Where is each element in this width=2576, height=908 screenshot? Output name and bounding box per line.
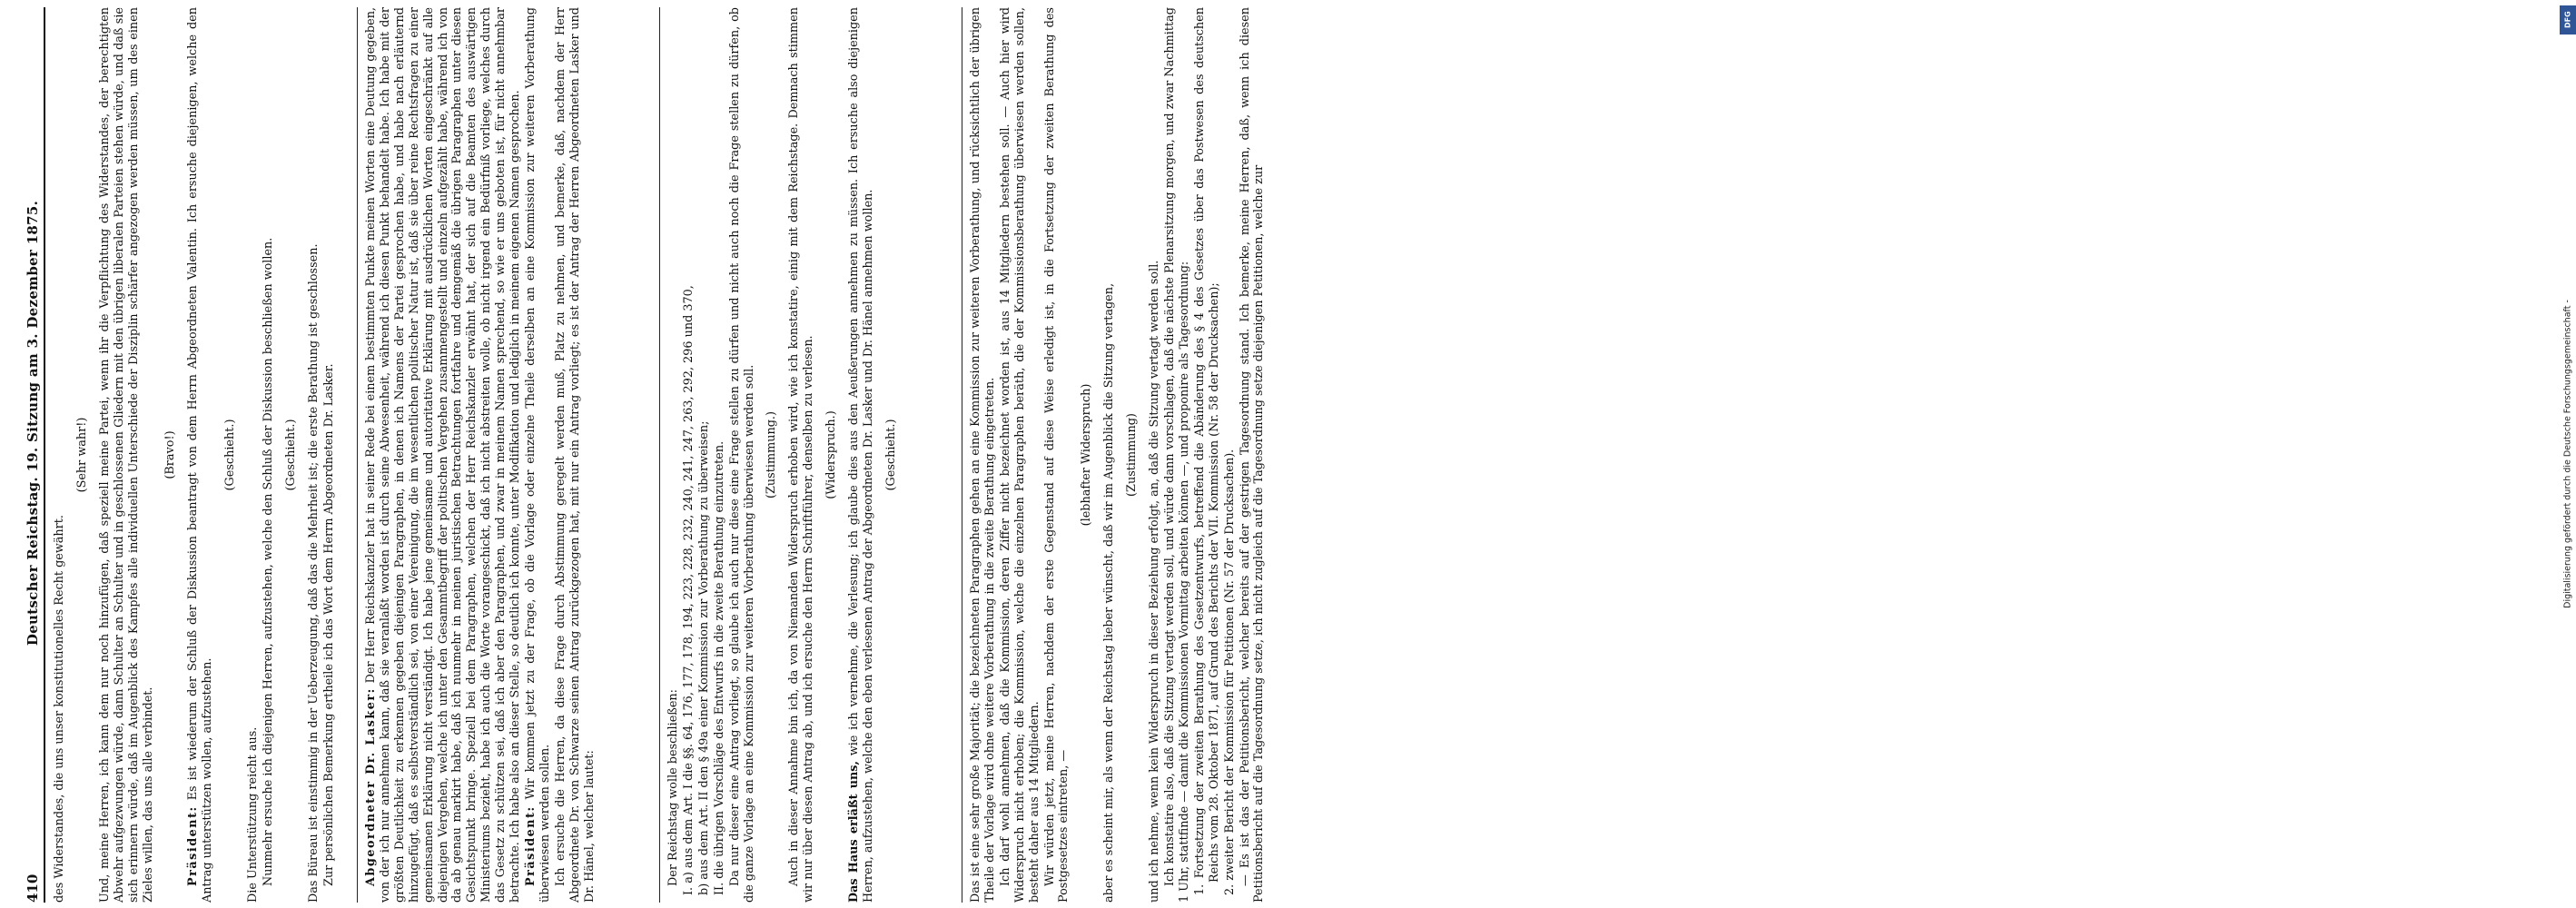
agenda-item [697,7,712,903]
text-column-2 [364,7,653,903]
paragraph-text: und ich nehme, wenn kein Widerspruch in dieser Beziehung erfolgt, an, daß die Sitzung vertagt werden soll. [1148,260,1162,903]
paragraph-text: Das ist eine sehr große Majorität; die bezeichneten Paragraphen gehen an eine Kommission zur weiteren Vorberathung, und rücksichtlich der übrigen Theile der Vorlage wird ohne weitere Vorberathung in die zweite Berathung eingetreten. [969,7,997,903]
agenda-item [1223,7,1238,903]
paragraph-text: aber es scheint mir, als wenn der Reichstag lieber wünscht, daß wir im Augenblick die Sitzung vertagen, [1102,282,1117,903]
agenda-item [682,7,696,903]
paragraph [364,7,523,903]
paragraph [554,7,597,903]
agenda-item [713,7,727,903]
paragraph-text: (Zustimmung.) [765,411,779,498]
paragraph [666,7,681,903]
paragraph [847,7,876,903]
column-divider [659,7,660,903]
stage-direction [75,7,90,903]
paragraph-text: Und, meine Herren, ich kann dem nur noch hinzufügen, daß speziell meine Partei, wenn ihr die Verpflichtung des Widerstandes, der berechtigten Abwehr aufgezwungen würde, dann Schulter an Schulter und in geschlossenen Gliedern mit den übrigen liberalen Parteien stehen würde, und daß sie sich erinnern würde, daß im Augenblick des Kampfes alle individuellen Unterschiede der Disziplin schärfer angezogen werden müssen, um des einen Zieles willen, das uns alle verbindet. [97,7,155,903]
paragraph-text: Der Herr Reichskanzler hat in seiner Rede bei einem bestimmten Punkte meinen Worten eine Deutung gegeben, von der ich nur annehmen kann, daß sie veranlaßt worden ist durch seine Abwesenheit, während ich diesen Punkt behandelt habe. Ich habe mit der größten Deutlichkeit zu erkennen gegeben diejenigen Paragraphen, in denen ich Namens der Partei gesprochen habe, und habe nach erläuternd hinzugefügt, daß es selbstverständlich sei, von einer Vereinigung, die im wesentlichen politischer Natur ist, daß sie über reine Rechtsfragen zu einer gemeinsamen Erklärung nicht verständigt. Ich habe jene gemeinsame und autoritative Erklärung mit ausdrücklichen Worten eingeschränkt auf alle diejenigen Vergehen, welche ich unter den Gesammtbegriff der politischen Vergehen zusammengestellt und einzeln aufgezählt habe, während ich von da ab genau markirt habe, daß ich nunmehr in meinen juristischen Betrachtungen fortfahre und demgemäß die übrigen Paragraphen unter diesen Gesichtspunkt bringe. Speziell bei dem Paragraphen, welchen der Herr Reichskanzler erwähnt hat, der sich auf die Beamten des auswärtigen Ministeriums bezieht, habe ich auch die Worte vorangeschickt, daß ich nicht abstreiten wolle, ob nicht irgend ein Bedürfniß vorliege, welches durch das Gesetz zu schützen sei, daß ich aber den Paragraphen, und zwar in meinem Namen sprechend, so wie er uns geboten ist, für nicht annehmbar betrachte. Ich habe also an dieser Stelle, so deutlich ich konnte, unter Modifikation und lediglich in meinem eigenen Namen gesprochen. [364,6,523,903]
paragraph-text: Das Büreau ist einstimmig in der Ueberzeugung, daß das die Mehrheit ist; die erste Berathung ist geschlossen. [306,243,321,903]
paragraph-text: wie ich vernehme, die Verlesung; ich glaube dies aus den Aeußerungen annehmen zu müssen. Ich ersuche also diejenigen Herren, aufzustehen, welche den eben verlesenen Antrag der Abgeordneten Dr. Lasker und Dr. Hänel annehmen wollen. [847,7,875,903]
bold-lead: Das Haus erläßt uns, [847,761,862,903]
paragraph-text: Die Unterstützung reicht aus. [246,726,261,903]
text-column-4 [969,7,1273,903]
paragraph-text: 2. zweiter Bericht der Kommission für Petitionen (Nr. 57 der Drucksachen). [1222,449,1237,895]
paragraph-text: des Widerstandes, die uns unser konstitutionelles Recht gewährt. [53,515,66,903]
speaker-name: Präsident: [186,805,201,886]
paragraph [999,7,1042,903]
paragraph-text: (Zustimmung) [1125,413,1140,497]
document-page [9,7,1276,903]
paragraph [53,7,67,903]
paragraph-text: Es ist wiederum der Schluß der Diskussion beantragt von dem Herrn Abgeordneten Valentin. Ich ersuche diejenigen, welche den Antrag unterstützen wollen, aufzustehen. [186,7,215,903]
paragraph [1043,7,1072,903]
paragraph-text: Ich darf wohl annehmen, daß die Kommission, deren Ziffer nicht bezeichnet worden ist, aus 14 Mitgliedern bestehen soll. — Auch hier wird Widerspruch nicht erhoben; die Kommission, welche die einzelnen Paragraphen beräth, die der Kommissionsberathung überwiesen werden sollen, besteht daher aus 14 Mitgliedern. [998,7,1041,903]
paragraph-text: Nunmehr ersuche ich diejenigen Herren, aufzustehen, welche den Schluß der Diskussion beschließen wollen. [261,237,275,886]
speaker-name: Abgeordneter Dr. Lasker: [364,687,378,886]
digitization-credit: Digitalisierung gefördert durch die Deutsche Forschungsgemeinschaft - [2562,300,2573,608]
paragraph [728,7,757,903]
column-divider [357,7,358,903]
paragraph-text: Auch in dieser Annahme bin ich, da von Niemanden Widerspruch erhoben wird, wie ich konstatire, einig mit dem Reichstage. Demnach stimmen wir nur über diesen Antrag ab, und ich ersuche den Herrn Schriftführer, denselben zu verlesen. [787,7,816,903]
paragraph [307,7,321,903]
paragraph-text: Zur persönlichen Bemerkung ertheile ich das Wort dem Herrn Abgeordneten Dr. Lasker. [321,363,336,886]
page-number: 410 [25,873,41,903]
paragraph-text: — Es ist das der Petitionsbericht, welcher bereits auf der gestrigen Tagesordnung stand. Ich bemerke, meine Herren, daß, wenn ich diesen Petitionsbericht auf die Tagesordnung setze, ich nicht zugleich auf die Tagesordnung setze diejenigen Petitionen, welche zur [1238,7,1267,903]
stage-direction [163,7,178,903]
paragraph [322,7,337,903]
paragraph-text: b) aus dem Art. II den § 49a einer Kommission zur Vorberathung zu überweisen; [696,420,711,895]
paragraph-text: II. die übrigen Vorschläge des Entwurfs in die zweite Berathung einzutreten. [712,440,726,895]
dfg-logo: DFG [2560,5,2576,35]
paragraph-text: Ich ersuche die Herren, da diese Frage durch Abstimmung geregelt werden muß, Platz zu nehmen, und bemerke, daß, nachdem der Herr Abgeordnete Dr. von Schwarze seinen Antrag zurückgezogen hat, mit nur ein Antrag vorliegt; es ist der Antrag der Herren Abgeordneten Lasker und Dr. Hänel, welcher lautet: [553,7,597,903]
stage-direction [824,7,839,903]
paragraph [524,7,553,903]
paragraph [246,7,261,903]
paragraph [1163,7,1192,903]
paragraph-text: Da nur dieser eine Antrag vorliegt, so glaube ich auch nur diese eine Frage stellen zu dürfen und nicht auch noch die Frage stellen zu dürfen, ob die ganze Vorlage an eine Kommission zur weiteren Vorberathung überwiesen werden soll. [727,7,756,903]
paragraph-text: Wir kommen jetzt zu der Frage, ob die Vorlage oder einzelne Theile derselben an eine Kommission zur weiteren Vorberathung überwiesen werden sollen. [523,7,552,903]
paragraph-text: Wir würden jetzt, meine Herren, nachdem der erste Gegenstand auf diese Weise erledigt ist, in die Fortsetzung der zweiten Berathung des Postgesetzes eintreten, — [1042,7,1071,903]
speaker-name: Präsident: [523,805,538,886]
paragraph-text: (Geschieht.) [223,419,238,491]
paragraph [186,7,215,903]
paragraph-text: 1. Fortsetzung der zweiten Berathung des Gesetzentwurfs, betreffend die Abänderung des § 4 des Gesetzes über das Postwesen des deutschen Reichs vom 28. Oktober 1871, auf Grund des Berichts der VII. Kommission (Nr. 58 der Drucksachen); [1192,7,1221,895]
page-header [9,7,45,903]
stage-direction [1080,7,1094,903]
stage-direction [1125,7,1140,903]
agenda-item [1193,7,1222,903]
paragraph [1239,7,1268,903]
stage-direction [223,7,238,903]
paragraph-text: Der Reichstag wolle beschließen: [666,689,680,886]
paragraph [787,7,816,903]
paragraph [1102,7,1117,903]
watermark-band [1278,0,2573,908]
paragraph-text: (Widerspruch.) [824,410,839,499]
paragraph-text: (Geschieht.) [283,419,298,491]
text-column-1 [53,7,348,903]
paragraph-text: (Bravo!) [163,430,178,479]
paragraph [1148,7,1162,903]
paragraph [98,7,156,903]
paragraph-text: (Sehr wahr!) [74,417,89,493]
stage-direction [284,7,299,903]
paragraph [969,7,998,903]
stage-direction [884,7,899,903]
rotated-page-content [9,7,1276,903]
stage-direction [765,7,779,903]
text-column-3 [666,7,955,903]
paragraph [262,7,276,903]
paragraph-text: (lebhafter Widerspruch) [1080,383,1094,527]
running-title: Deutscher Reichstag. 19. Sitzung am 3. Dezember 1875. [25,200,41,646]
paragraph-text: (Geschieht.) [883,419,898,491]
paragraph-text: I. a) aus dem Art. I die §§. 64, 176, 177, 178, 194, 223, 228, 232, 240, 241, 247, 263, 292, 296 und 370, [681,285,696,895]
paragraph-text: Ich konstatire also, daß die Sitzung vertagt werden soll, und würde dann vorschlagen, daß die nächste Plenarsitzung morgen, und zwar Nachmittag 1 Uhr, stattfinde — damit die Kommissionen Vormittag arbeiten können —, und proponire als Tagesordnung: [1162,7,1191,903]
